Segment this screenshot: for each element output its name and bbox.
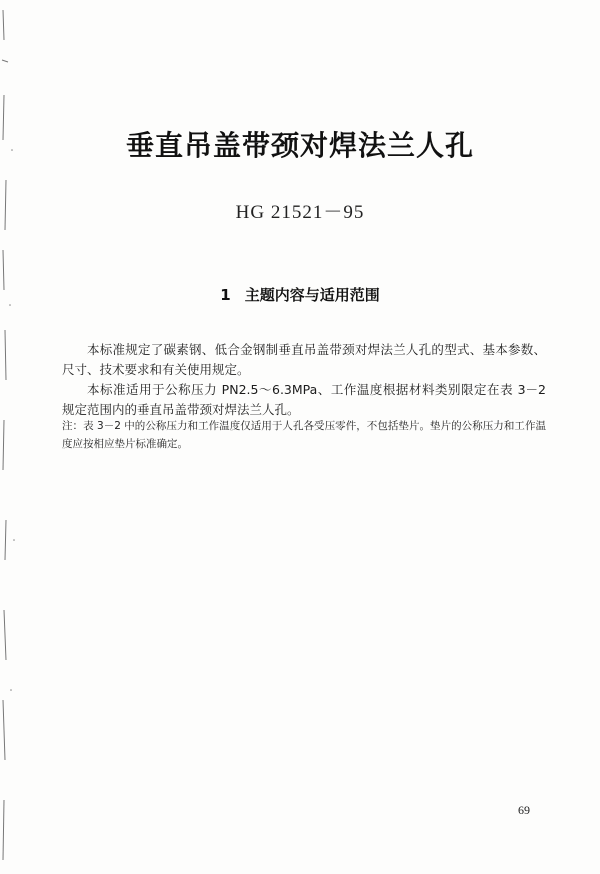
section-heading <box>0 284 600 305</box>
section-number: 1 <box>220 286 231 304</box>
section-title: 主题内容与适用范围 <box>244 286 380 304</box>
standard-code: HG 21521－95 <box>235 202 365 223</box>
paragraph-scope: 本标准规定了碳素钢、低合金钢制垂直吊盖带颈对焊法兰人孔的型式、基本参数、尺寸、技术要求和有关使用规定。 <box>62 342 546 377</box>
paragraph-applicability: 本标准适用于公称压力 PN2.5～6.3MPa、工作温度根据材料类别限定在表 3－2 规定范围内的垂直吊盖带颈对焊法兰人孔。 <box>62 382 546 417</box>
document-title: 垂直吊盖带颈对焊法兰人孔 <box>125 129 474 162</box>
note-text: 注：表 3－2 中的公称压力和工作温度仅适用于人孔各受压零件，不包括垫片。垫片的公称压力和工作温度应按相应垫片标准确定。 <box>62 420 546 450</box>
page-number: 69 <box>518 803 530 817</box>
